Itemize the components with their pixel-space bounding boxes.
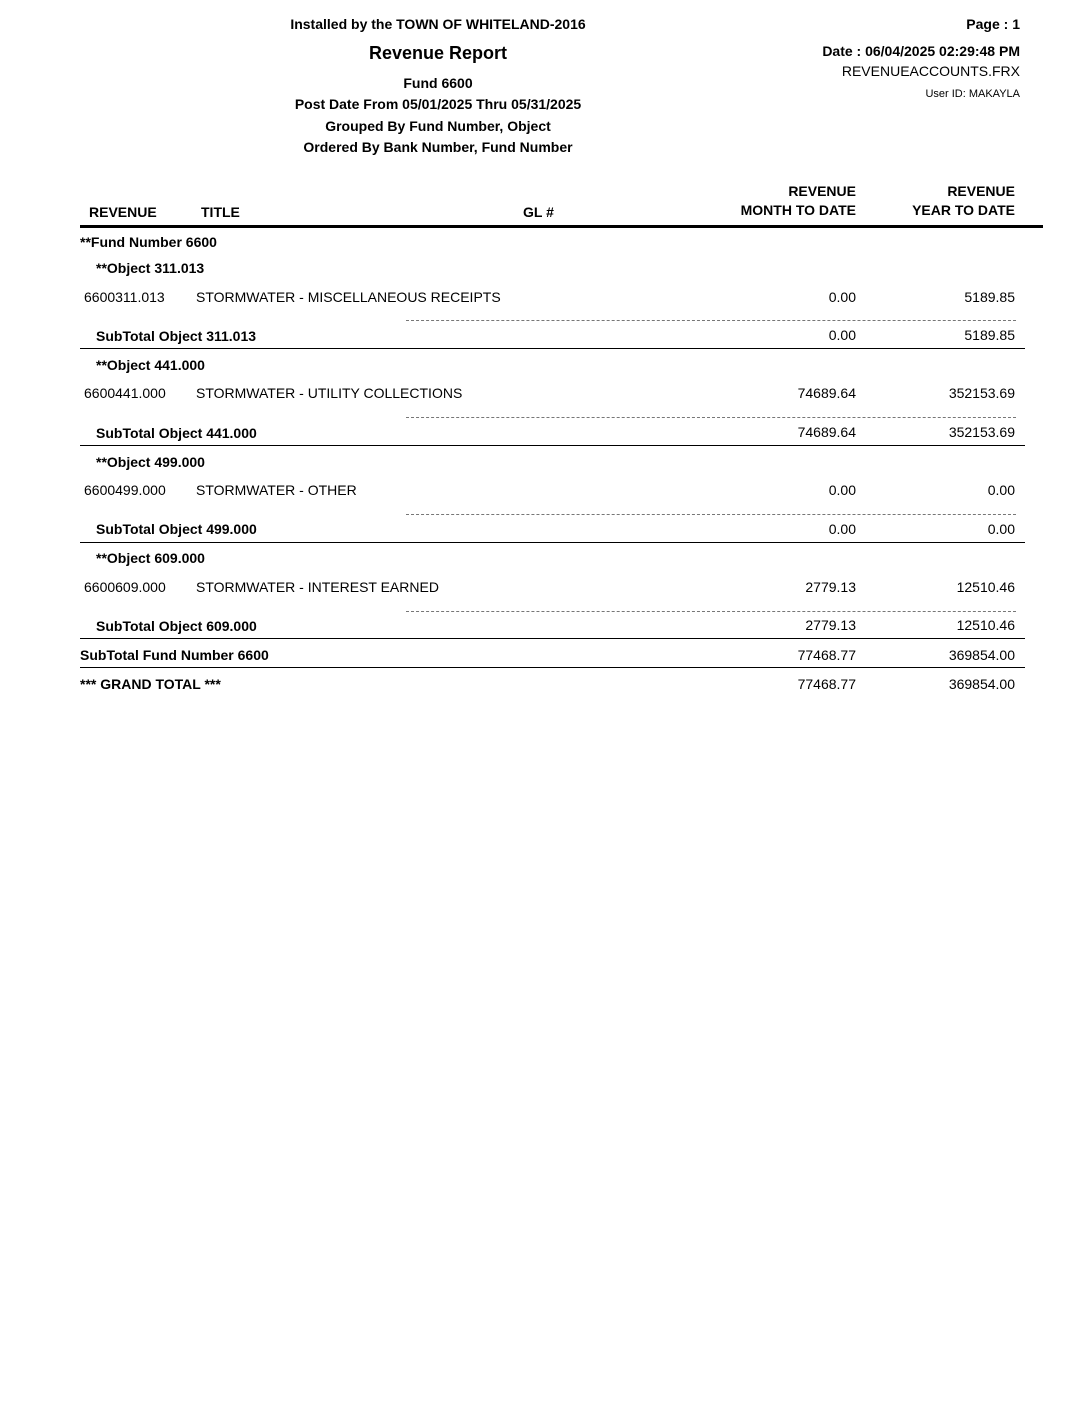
header-rule [80, 225, 1043, 228]
fund-subtotal-rule [80, 667, 1025, 668]
account-title: STORMWATER - OTHER [196, 482, 357, 498]
subtotal-label: SubTotal Object 499.000 [96, 521, 257, 537]
account-number: 6600311.013 [84, 289, 165, 305]
object-heading: **Object 499.000 [96, 454, 205, 470]
subtotal-rule [80, 348, 1025, 349]
fund-subtotal-ytd: 369854.00 [948, 647, 1015, 663]
subtotal-rule [80, 542, 1025, 543]
fund-subtotal-mtd: 77468.77 [797, 647, 856, 663]
col-ytd-line1: REVENUE [947, 183, 1015, 199]
dashed-rule [406, 611, 1016, 612]
dashed-rule [406, 514, 1016, 515]
subtotal-ytd: 5189.85 [964, 327, 1015, 343]
account-number: 6600609.000 [84, 579, 166, 595]
subtotal-ytd: 352153.69 [948, 424, 1015, 440]
subtotal-mtd: 0.00 [828, 521, 856, 537]
fund-subtotal-label: SubTotal Fund Number 6600 [80, 647, 269, 663]
ordered-by: Ordered By Bank Number, Fund Number [303, 139, 573, 155]
col-gl: GL # [523, 204, 554, 220]
user-id: User ID: MAKAYLA [925, 88, 1020, 100]
report-file: REVENUEACCOUNTS.FRX [841, 63, 1020, 79]
account-title: STORMWATER - UTILITY COLLECTIONS [196, 385, 463, 401]
object-heading: **Object 609.000 [96, 550, 205, 566]
col-mtd-line2: MONTH TO DATE [740, 202, 856, 218]
subtotal-label: SubTotal Object 311.013 [96, 328, 257, 344]
subtotal-label: SubTotal Object 609.000 [96, 618, 257, 634]
col-title: TITLE [201, 204, 240, 220]
subtotal-label: SubTotal Object 441.000 [96, 425, 257, 441]
account-mtd: 0.00 [828, 482, 856, 498]
grand-total-mtd: 77468.77 [797, 676, 856, 692]
account-mtd: 0.00 [828, 289, 856, 305]
account-title: STORMWATER - MISCELLANEOUS RECEIPTS [196, 289, 501, 305]
subtotal-rule [80, 445, 1025, 446]
account-mtd: 2779.13 [805, 579, 856, 595]
object-heading: **Object 311.013 [96, 260, 205, 276]
account-number: 6600499.000 [84, 482, 166, 498]
account-ytd: 5189.85 [964, 289, 1015, 305]
account-title: STORMWATER - INTEREST EARNED [196, 579, 439, 595]
fund-label: Fund 6600 [403, 75, 473, 91]
grand-total-ytd: 369854.00 [948, 676, 1015, 692]
account-mtd: 74689.64 [797, 385, 856, 401]
col-ytd-line2: YEAR TO DATE [912, 202, 1015, 218]
report-date: Date : 06/04/2025 02:29:48 PM [822, 43, 1020, 59]
report-title: Revenue Report [368, 43, 508, 63]
object-heading: **Object 441.000 [96, 357, 205, 373]
subtotal-mtd: 0.00 [828, 327, 856, 343]
account-number: 6600441.000 [84, 385, 166, 401]
subtotal-rule [80, 638, 1025, 639]
account-ytd: 0.00 [987, 482, 1015, 498]
grouped-by: Grouped By Fund Number, Object [325, 118, 551, 134]
account-ytd: 352153.69 [948, 385, 1015, 401]
dashed-rule [406, 417, 1016, 418]
account-ytd: 12510.46 [956, 579, 1015, 595]
subtotal-mtd: 74689.64 [797, 424, 856, 440]
col-revenue: REVENUE [89, 204, 157, 220]
subtotal-ytd: 12510.46 [956, 617, 1015, 633]
installed-by: Installed by the TOWN OF WHITELAND-2016 [290, 16, 586, 32]
post-date-range: Post Date From 05/01/2025 Thru 05/31/2025 [294, 96, 582, 112]
col-mtd-line1: REVENUE [788, 183, 856, 199]
subtotal-mtd: 2779.13 [805, 617, 856, 633]
page-number: Page : 1 [966, 16, 1020, 32]
fund-heading: **Fund Number 6600 [80, 234, 217, 250]
subtotal-ytd: 0.00 [987, 521, 1015, 537]
dashed-rule [406, 320, 1016, 321]
grand-total-label: *** GRAND TOTAL *** [80, 676, 221, 692]
